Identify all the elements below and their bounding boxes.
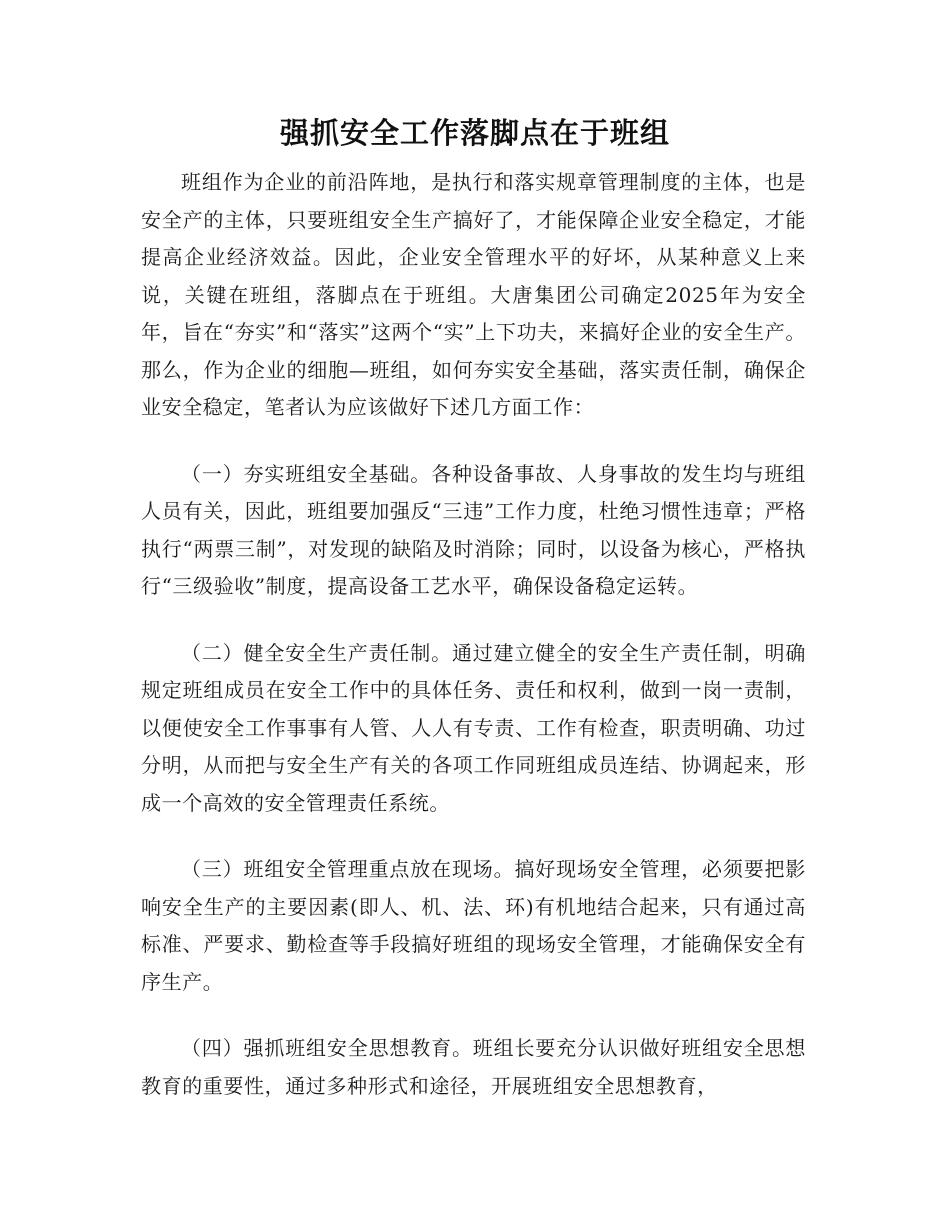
paragraph-section-3: （三）班组安全管理重点放在现场。搞好现场安全管理，必须要把影响安全生产的主要因素(即人、机、法、环)有机地结合起来，只有通过高标准、严要求、勤检查等手段搞好班组的现场安全管理，才能确保安全有序生产。: [141, 857, 806, 994]
document-title: 强抓安全工作落脚点在于班组: [279, 116, 670, 150]
paragraph-section-1: （一）夯实班组安全基础。各种设备事故、人身事故的发生均与班组人员有关，因此，班组要加强反“三违”工作力度，杜绝习惯性违章；严格执行“两票三制”，对发现的缺陷及时消除；同时，以设备为核心，严格执行“三级验收”制度，提高设备工艺水平，确保设备稳定运转。: [141, 461, 806, 598]
paragraph-section-2: （二）健全安全生产责任制。通过建立健全的安全生产责任制，明确规定班组成员在安全工作中的具体任务、责任和权利，做到一岗一责制，以便使安全工作事事有人管、人人有专责、工作有检查，职责明确、功过分明，从而把与安全生产有关的各项工作同班组成员连结、协调起来，形成一个高效的安全管理责任系统。: [141, 640, 806, 815]
paragraph-intro: 班组作为企业的前沿阵地，是执行和落实规章管理制度的主体，也是安全产的主体，只要班组安全生产搞好了，才能保障企业安全稳定，才能提高企业经济效益。因此，企业安全管理水平的好坏，从某种意义上来说，关键在班组，落脚点在于班组。大唐集团公司确定2025年为安全年，旨在“夯实”和“落实”这两个“实”上下功夫，来搞好企业的安全生产。那么，作为企业的细胞—班组，如何夯实安全基础，落实责任制，确保企业安全稳定，笔者认为应该做好下述几方面工作：: [141, 170, 806, 419]
document-body: [141, 164, 806, 1134]
paragraph-section-4: （四）强抓班组安全思想教育。班组长要充分认识做好班组安全思想教育的重要性，通过多种形式和途径，开展班组安全思想教育，: [141, 1036, 806, 1098]
